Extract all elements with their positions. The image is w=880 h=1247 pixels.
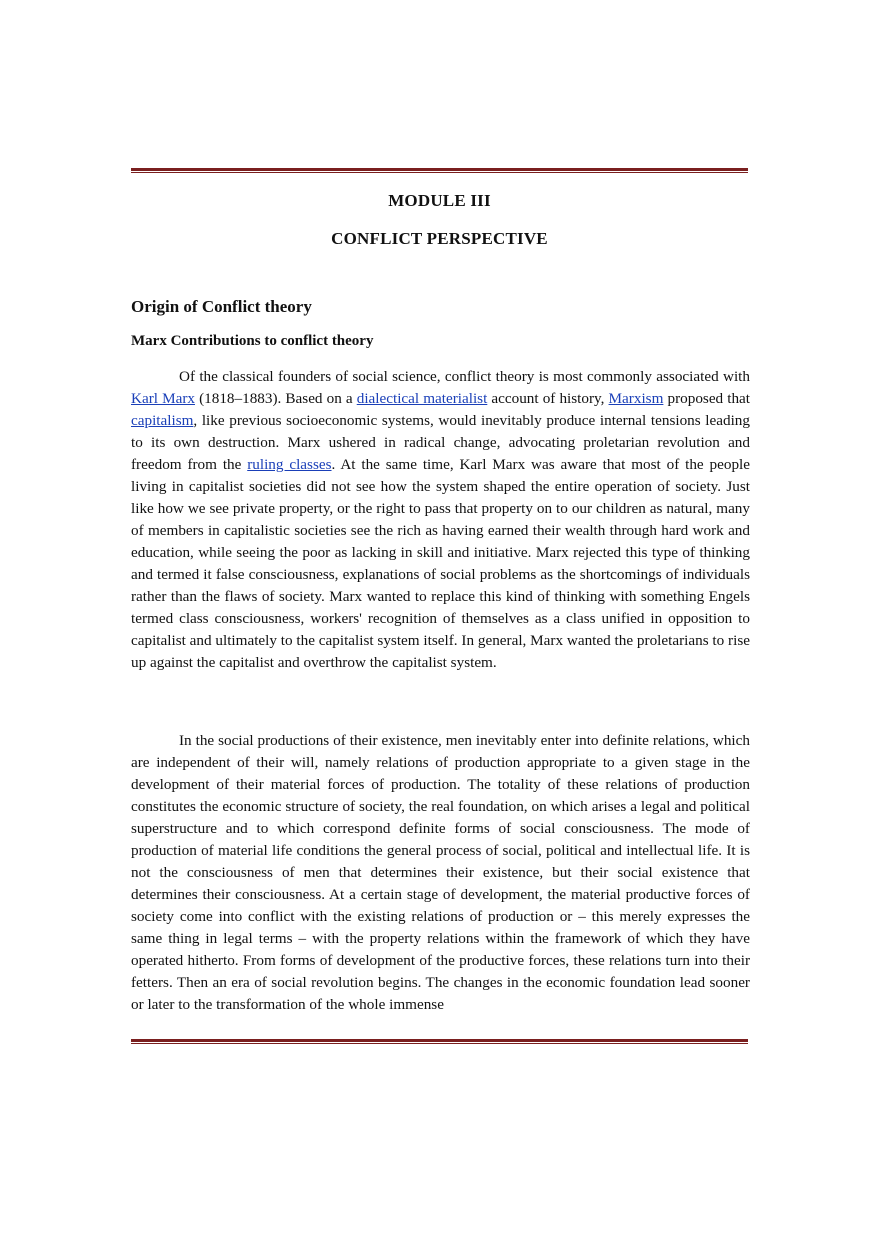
paragraph-marx-contributions bbox=[131, 366, 750, 674]
module-title: MODULE III bbox=[388, 191, 491, 210]
section-heading: Origin of Conflict theory bbox=[131, 297, 312, 316]
subsection-heading: Marx Contributions to conflict theory bbox=[131, 333, 374, 349]
paragraph-text: , like previous socioeconomic systems, would inevitably produce internal tensions leading to its own destruction. Marx ushered in radical change, advocating proletarian revolution and freedom from the bbox=[131, 412, 750, 473]
link-capitalism[interactable]: capitalism bbox=[131, 412, 194, 429]
paragraph-social-production: In the social productions of their existence, men inevitably enter into definite relations, which are independent of their will, namely relations of production appropriate to a given stage in the development of their material forces of production. The totality of these relations of production constitutes the economic structure of society, the real foundation, on which arises a legal and political superstructure and to which correspond definite forms of social consciousness. The mode of production of material life conditions the general process of social, political and intellectual life. It is not the consciousness of men that determines their existence, but their social existence that determines their consciousness. At a certain stage of development, the material productive forces of society come into conflict with the existing relations of production or – this merely expresses the same thing in legal terms – with the property relations within the framework of which they have operated hitherto. From forms of development of the productive forces, these relations turn into their fetters. Then an era of social revolution begins. The changes in the economic foundation lead sooner or later to the transformation of the whole immense bbox=[131, 732, 750, 1013]
link-ruling-classes[interactable]: ruling classes bbox=[247, 456, 332, 473]
paragraph-text: Of the classical founders of social science, conflict theory is most commonly associated with bbox=[179, 368, 750, 385]
paragraph-text: proposed that bbox=[663, 390, 751, 407]
link-dialectical-materialist[interactable]: dialectical materialist bbox=[356, 390, 488, 407]
paragraph-text: (1818–1883). Based on a bbox=[194, 390, 357, 407]
footer-rule bbox=[131, 1039, 748, 1044]
perspective-title: CONFLICT PERSPECTIVE bbox=[331, 229, 548, 248]
paragraph-text: account of history, bbox=[487, 390, 609, 407]
link-marxism[interactable]: Marxism bbox=[608, 390, 664, 407]
header-rule bbox=[131, 168, 748, 173]
paragraph-text: . At the same time, Karl Marx was aware that most of the people living in capitalist societies did not see how the system shaped the entire operation of society. Just like how we see private property, or the right to pass that property on to our children as natural, many of members in capitalistic societies see the rich as having earned their wealth through hard work and education, while seeing the poor as lacking in skill and initiative. Marx rejected this type of thinking and termed it false consciousness, explanations of social problems as the shortcomings of individuals rather than the flaws of society. Marx wanted to replace this kind of thinking with something Engels termed class consciousness, workers' recognition of themselves as a class unified in opposition to capitalist and ultimately to the capitalist system itself. In general, Marx wanted the proletarians to rise up against the capitalist and overthrow the capitalist system. bbox=[131, 456, 750, 671]
link-karl-marx[interactable]: Karl Marx bbox=[131, 390, 195, 407]
